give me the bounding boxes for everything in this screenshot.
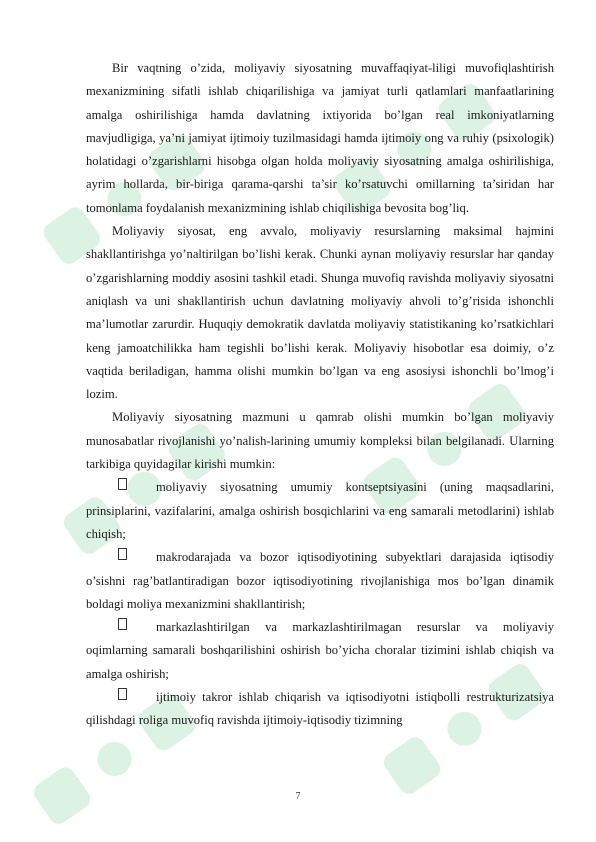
list-item-text: ijtimoiy takror ishlab chiqarish va iqtisodiyotni istiqbolli restrukturizatsiya qilishdagi roliga muvofiq ravishda ijtimoiy-iqtisodiy tizimning bbox=[86, 690, 554, 728]
list-item bbox=[86, 476, 554, 546]
document-body bbox=[86, 57, 554, 733]
bullet-box-icon bbox=[116, 686, 128, 709]
paragraph-1: Bir vaqtning o’zida, moliyaviy siyosatning muvaffaqiyat-liligi muvofiqlashtirish mexanizmining sifatli ishlab chiqarilishiga va jamiyat turli qatlamlari manfaatlarining amalga oshirilishiga hamda davlatning ixtiyorida bo’lgan real imkoniyatlarning mavjudligiga, ya’ni jamiyat ijtimoiy tuzilmasidagi hamda ijtimoiy ong va ruhiy (psixologik) holatidagi o’zgarishlarni hisobga olgan holda moliyaviy siyosatning amalga oshirilishiga, ayrim hollarda, bir-biriga qarama-qarshi ta’sir ko’rsatuvchi omillarning ta’siridan har tomonlama foydalanish mexanizmining ishlab chiqilishiga bevosita bog’liq. bbox=[86, 61, 554, 215]
bullet-box-icon bbox=[116, 546, 128, 569]
list-item bbox=[86, 616, 554, 686]
list-item bbox=[86, 546, 554, 616]
list-item bbox=[86, 686, 554, 733]
bullet-box-icon bbox=[116, 616, 128, 639]
list-item-text: makrodarajada va bozor iqtisodiyotining subyektlari darajasida iqtisodiy o’sishni rag’batlantiradigan bozor iqtisodiyotining rivojlanishiga mos bo’lgan dinamik boldagi moliya mexanizmini shakllantirish; bbox=[86, 550, 554, 611]
list-item-text: markazlashtirilgan va markazlashtirilmagan resurslar va moliyaviy oqimlarning samarali boshqarilishini oshirish bo’yicha choralar tizimini ishlab chiqish va amalga oshirish; bbox=[86, 620, 554, 681]
paragraph-3: Moliyaviy siyosatning mazmuni u qamrab olishi mumkin bo’lgan moliyaviy munosabatlar rivojlanishi yo’nalish-larining umumiy kompleksi bilan belgilanadi. Ularning tarkibiga quyidagilar kirishi mumkin: bbox=[86, 410, 554, 472]
bullet-box-icon bbox=[116, 476, 128, 499]
page-number: 7 bbox=[295, 791, 301, 802]
paragraph-2: Moliyaviy siyosat, eng avvalo, moliyaviy resurslarning maksimal hajmini shakllantirishga yo’naltirilgan bo’lishi kerak. Chunki aynan moliyaviy resurslar har qanday o’zgarishlarning moddiy asosini tashkil etadi. Shunga muvofiq ravishda moliyaviy siyosatni aniqlash va uni shakllantirish uchun davlatning moliyaviy ahvoli to’g’risida ishonchli ma’lumotlar zarurdir. Huquqiy demokratik davlatda moliyaviy statistikaning ko’rsatkichlari keng jamoatchilikka ham tegishli bo’lishi kerak. Moliyaviy hisobotlar esa doimiy, o’z vaqtida beriladigan, hamma olishi mumkin bo’lgan va eng asosiysi ishonchli bo’lmog’i lozim. bbox=[86, 224, 554, 402]
list-item-text: moliyaviy siyosatning umumiy kontseptsiyasini (uning maqsadlarini, prinsiplarini, vazifalarini, amalga oshirish bosqichlarini va eng samarali metodlarini) ishlab chiqish; bbox=[86, 480, 554, 541]
